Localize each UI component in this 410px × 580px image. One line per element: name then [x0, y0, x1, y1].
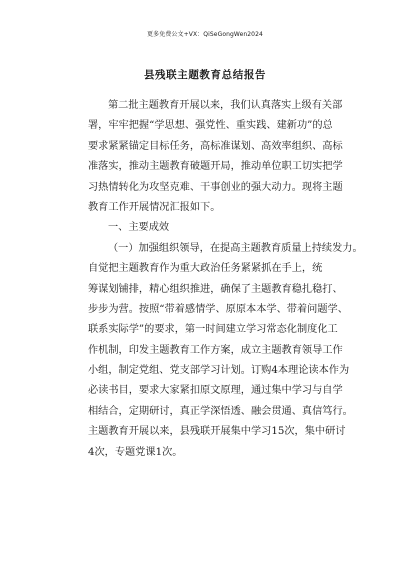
text-line: 第二批主题教育开展以来，我们认真落实上级有关部: [108, 100, 343, 111]
document-title: 县残联主题教育总结报告: [143, 69, 267, 81]
text-line: 教育工作开展情况汇报如下。: [88, 201, 221, 213]
header-note: 更多免费公文+VX：QiSeGongWen2024: [147, 31, 263, 38]
document-body: [88, 96, 363, 463]
text-line: 作机制，印发主题教育工作方案，成立主题教育领导工作: [88, 344, 343, 356]
text-line: 筹谋划铺排，精心组织推进，确保了主题教育稳扎稳打、: [88, 283, 343, 295]
text-line: 自觉把主题教育作为重大政治任务紧紧抓在手上，统: [88, 263, 323, 275]
text-line: 一、主要成效: [108, 222, 170, 234]
text-line: 相结合，定期研讨，真正学深悟透、融会贯通、真信笃行。: [88, 405, 353, 417]
text-line: 4次，专题党课1次。: [88, 446, 183, 458]
text-line: 主题教育开展以来，县残联开展集中学习15次，集中研讨: [88, 426, 346, 438]
text-line: 准落实，推动主题教育破题开局，推动单位职工切实把学: [88, 161, 343, 173]
text-line: （一）加强组织领导，在提高主题教育质量上持续发力。: [108, 242, 363, 254]
text-line: 署，牢牢把握“学思想、强党性、重实践、建新功”的总: [88, 120, 333, 132]
text-line: 必读书目，要求大家紧扣原文原理，通过集中学习与自学: [88, 385, 343, 397]
text-line: 习热情转化为攻坚克难、干事创业的强大动力。现将主题: [88, 181, 343, 193]
text-line: 联系实际学”的要求，第一时间建立学习常态化制度化工: [88, 324, 338, 336]
text-line: 步步为营。按照“带着感情学、原原本本学、带着问题学、: [88, 303, 348, 315]
text-line: 小组，制定党组、党支部学习计划。订购4本理论读本作为: [88, 365, 350, 377]
text-line: 要求紧紧锚定目标任务，高标准谋划、高效率组织、高标: [88, 140, 343, 152]
